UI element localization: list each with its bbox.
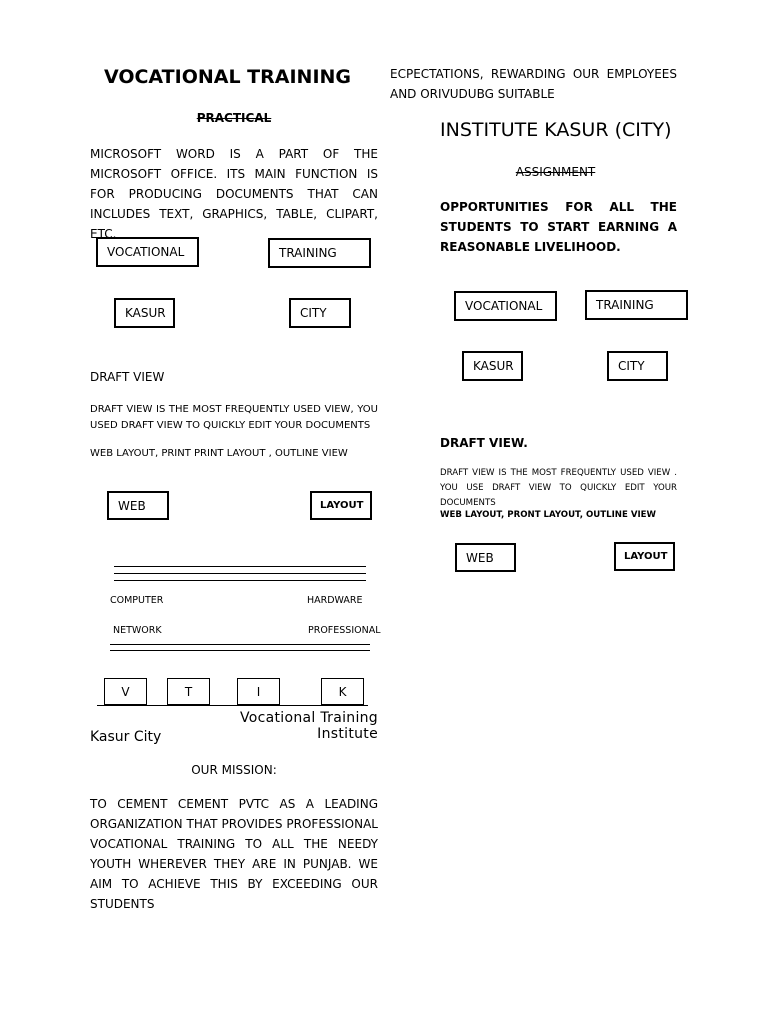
right-subtitle: ASSIGNMENT (515, 165, 596, 179)
right-box-vocational: VOCATIONAL (454, 291, 557, 321)
right-layout-box: LAYOUT (614, 542, 675, 571)
left-box-kasur: KASUR (114, 298, 175, 328)
divider-line (114, 566, 366, 567)
right-opportunities-paragraph: OPPORTUNITIES FOR ALL THE STUDENTS TO START EARNING A REASONABLE LIVELIHOOD. (440, 200, 677, 254)
divider-line (114, 580, 366, 581)
letter-box-v: V (104, 678, 147, 705)
letter-box-k: K (321, 678, 364, 705)
right-layouts-text: WEB LAYOUT, PRONT LAYOUT, OUTLINE VIEW (440, 510, 657, 520)
left-subtitle: PRACTICAL (196, 111, 272, 125)
right-box-training: TRAINING (585, 290, 688, 320)
right-draft-heading: DRAFT VIEW. (440, 436, 528, 450)
institute-name: Vocational Training Institute (239, 710, 378, 742)
right-box-city: CITY (607, 351, 668, 381)
left-title: VOCATIONAL TRAINING (103, 66, 352, 88)
computer-label: COMPUTER (110, 595, 164, 606)
left-draft-text: DRAFT VIEW IS THE MOST FREQUENTLY USED VIEW, YOU USED DRAFT VIEW TO QUICKLY EDIT YOUR DOCUMENTS (90, 404, 378, 431)
left-draft-heading: DRAFT VIEW (90, 370, 165, 384)
mission-paragraph: TO CEMENT CEMENT PVTC AS A LEADING ORGANIZATION THAT PROVIDES PROFESSIONAL VOCATIONAL TRAINING TO ALL THE NEEDY YOUTH WHEREVER THEY ARE IN PUNJAB. WE AIM TO ACHIEVE THIS BY EXCEEDING OUR STUDENTS (90, 797, 378, 911)
hardware-label: HARDWARE (307, 595, 363, 606)
left-layouts-text: WEB LAYOUT, PRINT PRINT LAYOUT , OUTLINE VIEW (90, 448, 348, 459)
divider-line (110, 650, 370, 651)
right-title: INSTITUTE KASUR (CITY) (440, 119, 672, 141)
right-continuation-paragraph: ECPECTATIONS, REWARDING OUR EMPLOYEES AND ORIVUDUBG SUITABLE (390, 67, 677, 101)
letter-box-i: I (237, 678, 280, 705)
left-box-training: TRAINING (268, 238, 371, 268)
baseline-line (97, 705, 368, 706)
letter-box-t: T (167, 678, 210, 705)
institute-city: Kasur City (90, 729, 162, 745)
left-intro-paragraph: MICROSOFT WORD IS A PART OF THE MICROSOFT OFFICE. ITS MAIN FUNCTION IS FOR PRODUCING DOCUMENTS THAT CAN INCLUDES TEXT, GRAPHICS, TABLE, CLIPART, ETC. (90, 147, 378, 241)
mission-heading: OUR MISSION: (191, 763, 277, 777)
divider-line (114, 573, 366, 574)
right-web-box: WEB (455, 543, 516, 572)
left-box-vocational: VOCATIONAL (96, 237, 199, 267)
left-web-box: WEB (107, 491, 169, 520)
network-label: NETWORK (113, 625, 162, 636)
professional-label: PROFESSIONAL (308, 625, 381, 636)
left-box-city: CITY (289, 298, 351, 328)
right-box-kasur: KASUR (462, 351, 523, 381)
right-draft-text: DRAFT VIEW IS THE MOST FREQUENTLY USED VIEW . YOU USE DRAFT VIEW TO QUICKLY EDIT YOUR DOCUMENTS (440, 468, 677, 508)
divider-line (110, 644, 370, 645)
left-layout-box: LAYOUT (310, 491, 372, 520)
